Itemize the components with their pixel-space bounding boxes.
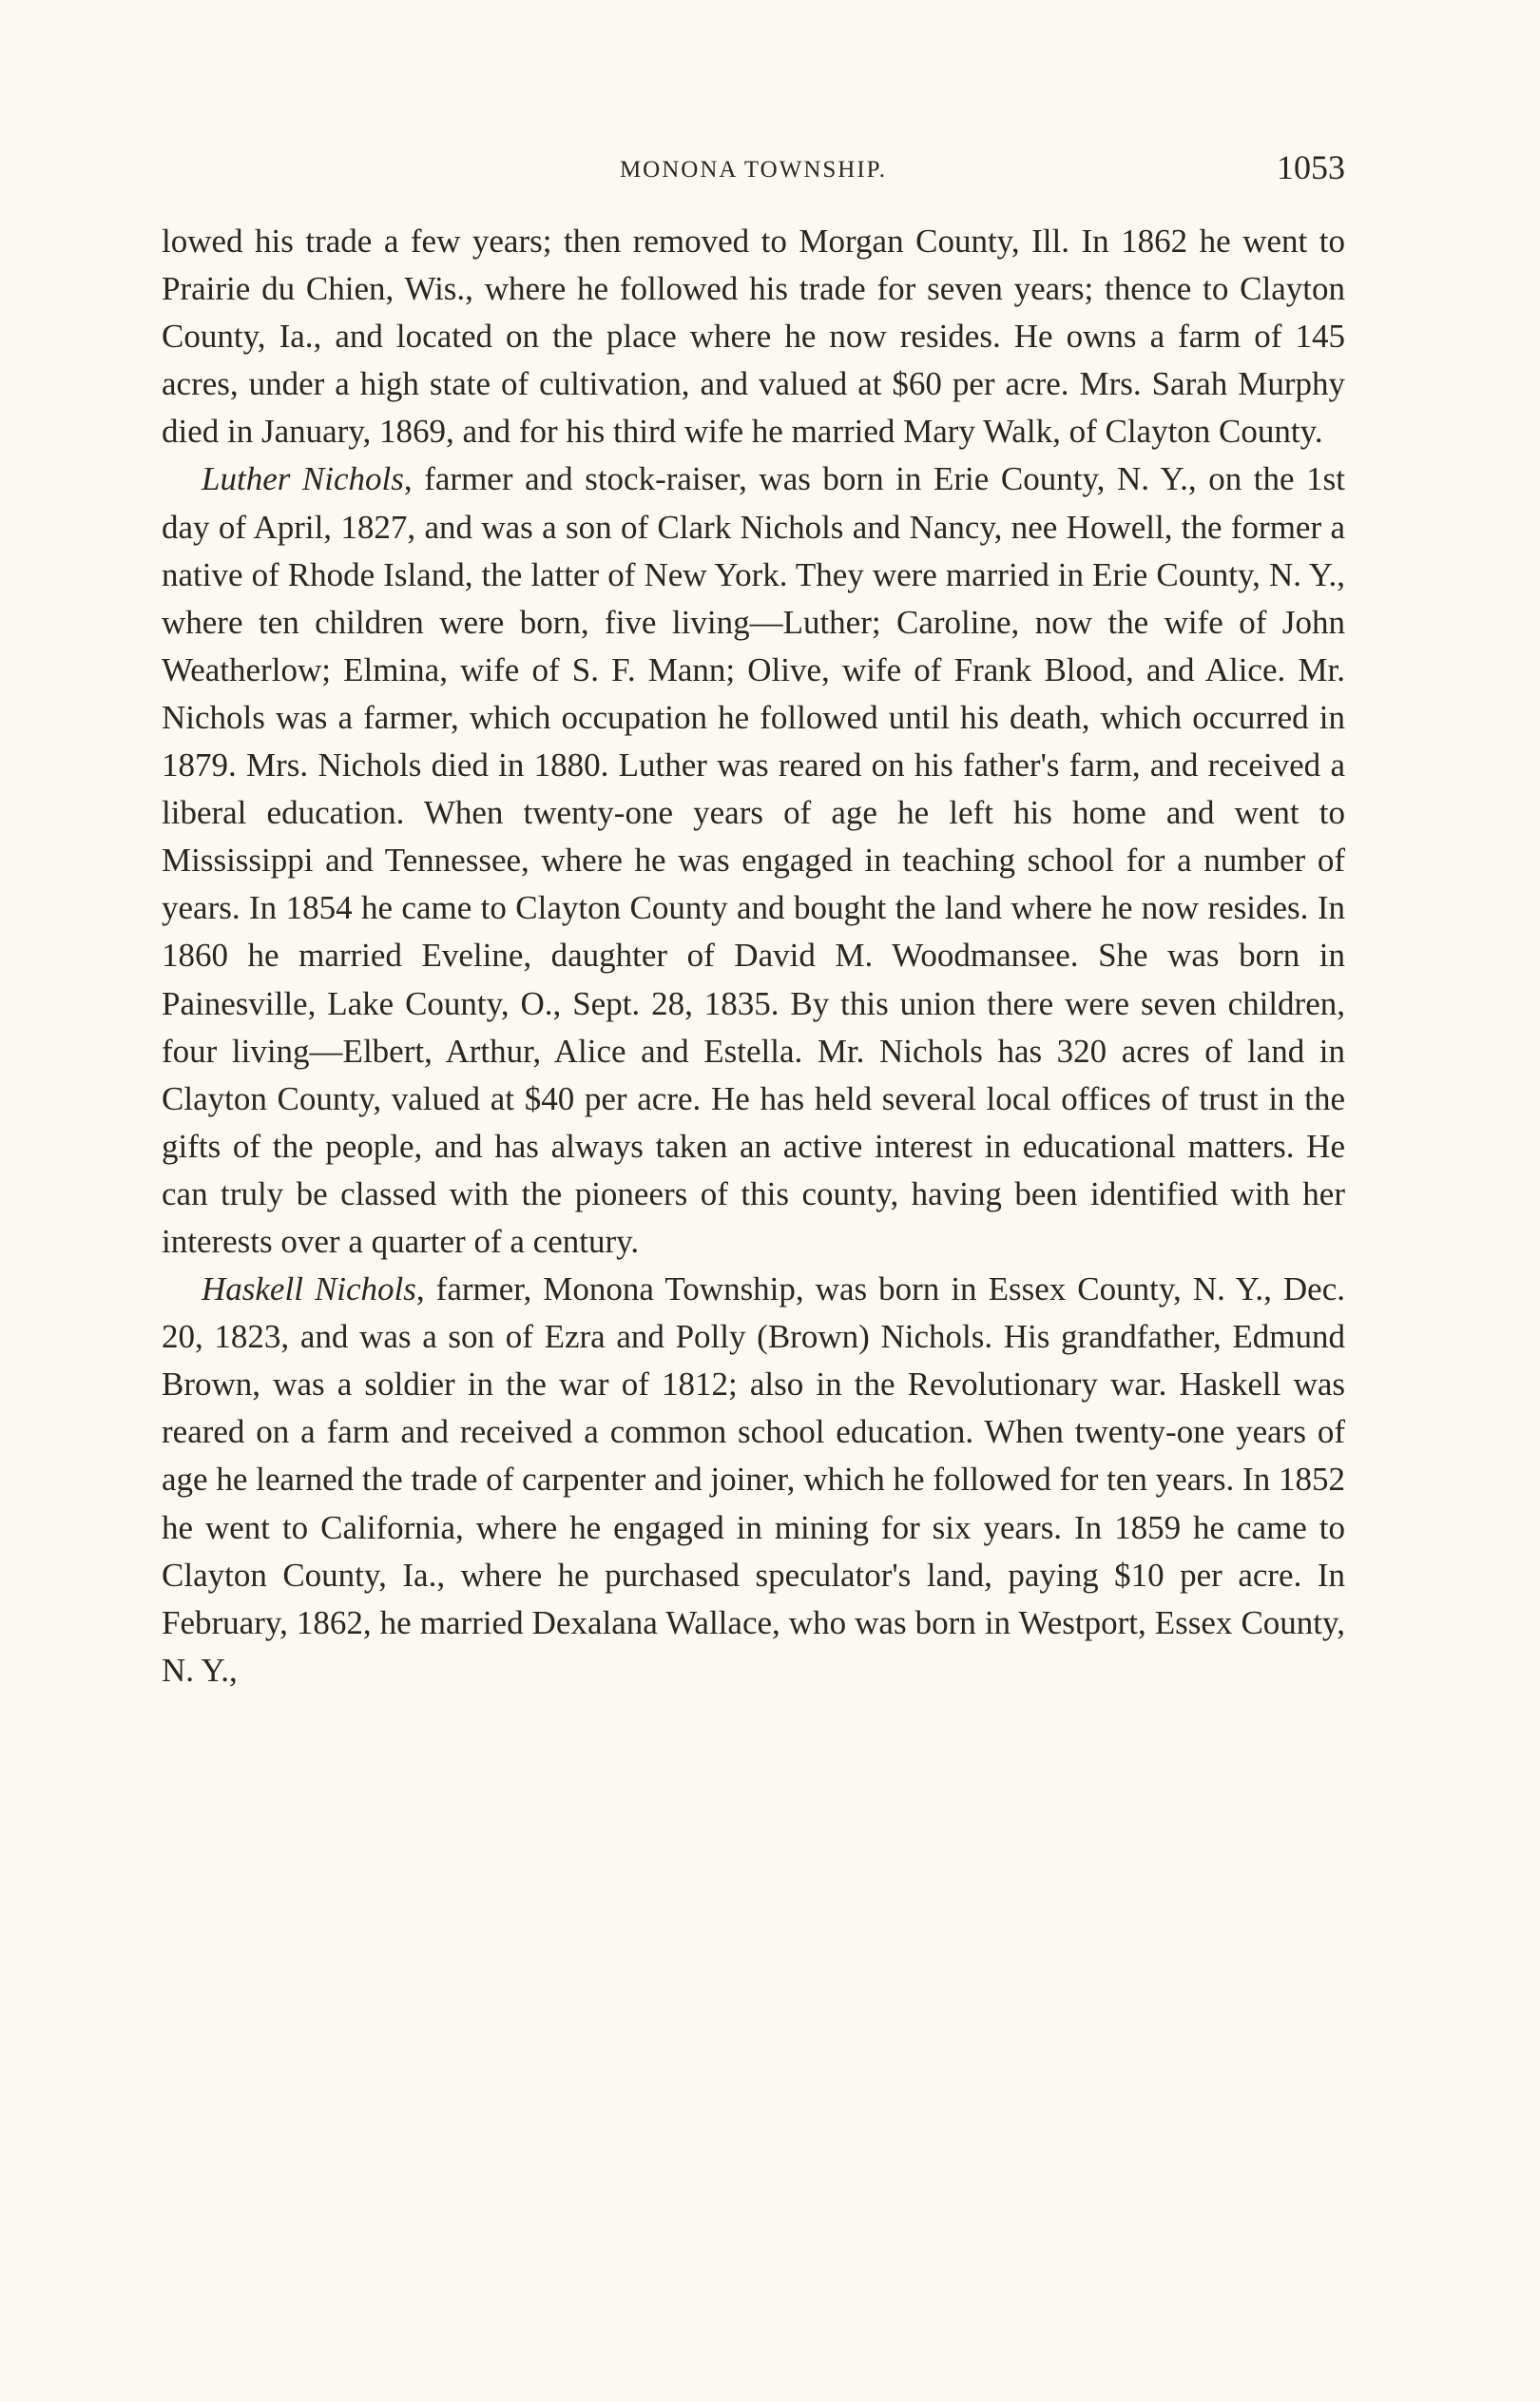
running-head: MONONA TOWNSHIP. [619, 157, 888, 183]
body-text [162, 218, 1345, 1695]
paragraph-text: , farmer and stock-raiser, was born in Erie County, N. Y., on the 1st day of April, 1827, and was a son of Clark Nichols and Nancy, nee Howell, the former a native of Rhode Island, the latter of New York. They were married in Erie County, N. Y., where ten children were born, five living—Luther; Caroline, now the wife of John Weatherlow; Elmina, wife of S. F. Mann; Olive, wife of Frank Blood, and Alice. Mr. Nichols was a farmer, which occupation he followed until his death, which occurred in 1879. Mrs. Nichols died in 1880. Luther was reared on his father's farm, and received a liberal education. When twenty-one years of age he left his home and went to Mississippi and Tennessee, where he was engaged in teaching school for a number of years. In 1854 he came to Clayton County and bought the land where he now resides. In 1860 he married Eveline, daughter of David M. Woodmansee. She was born in Painesville, Lake County, O., Sept. 28, 1835. By this union there were seven children, four living—Elbert, Arthur, Alice and Estella. Mr. Nichols has 320 acres of land in Clayton County, valued at $40 per acre. He has held several local offices of trust in the gifts of the people, and has always taken an active interest in educational matters. He can truly be classed with the pioneers of this county, having been identified with her interests over a quarter of a century. [162, 460, 1345, 1260]
paragraph-continuation [162, 218, 1345, 455]
paragraph-haskell-nichols [162, 1266, 1345, 1695]
subject-name: Haskell Nichols [202, 1270, 416, 1308]
paragraph-text: , farmer, Monona Township, was born in Essex County, N. Y., Dec. 20, 1823, and was a son of Ezra and Polly (Brown) Nichols. His grandfather, Edmund Brown, was a soldier in the war of 1812; also in the Revolutionary war. Haskell was reared on a farm and received a common school education. When twenty-one years of age he learned the trade of carpenter and joiner, which he followed for ten years. In 1852 he went to California, where he engaged in mining for six years. In 1859 he came to Clayton County, Ia., where he purchased speculator's land, paying $10 per acre. In February, 1862, he married Dexalana Wallace, who was born in Westport, Essex County, N. Y., [162, 1270, 1345, 1689]
subject-name: Luther Nichols [202, 460, 404, 498]
paragraph-text: lowed his trade a few years; then removed to Morgan County, Ill. In 1862 he went to Prairie du Chien, Wis., where he followed his trade for seven years; thence to Clayton County, Ia., and located on the place where he now resides. He owns a farm of 145 acres, under a high state of cultivation, and valued at $60 per acre. Mrs. Sarah Murphy died in January, 1869, and for his third wife he married Mary Walk, of Clayton County. [162, 223, 1345, 451]
page-header [162, 147, 1345, 185]
book-page [162, 147, 1345, 1695]
page-number: 1053 [1277, 148, 1345, 186]
paragraph-luther-nichols [162, 455, 1345, 1266]
